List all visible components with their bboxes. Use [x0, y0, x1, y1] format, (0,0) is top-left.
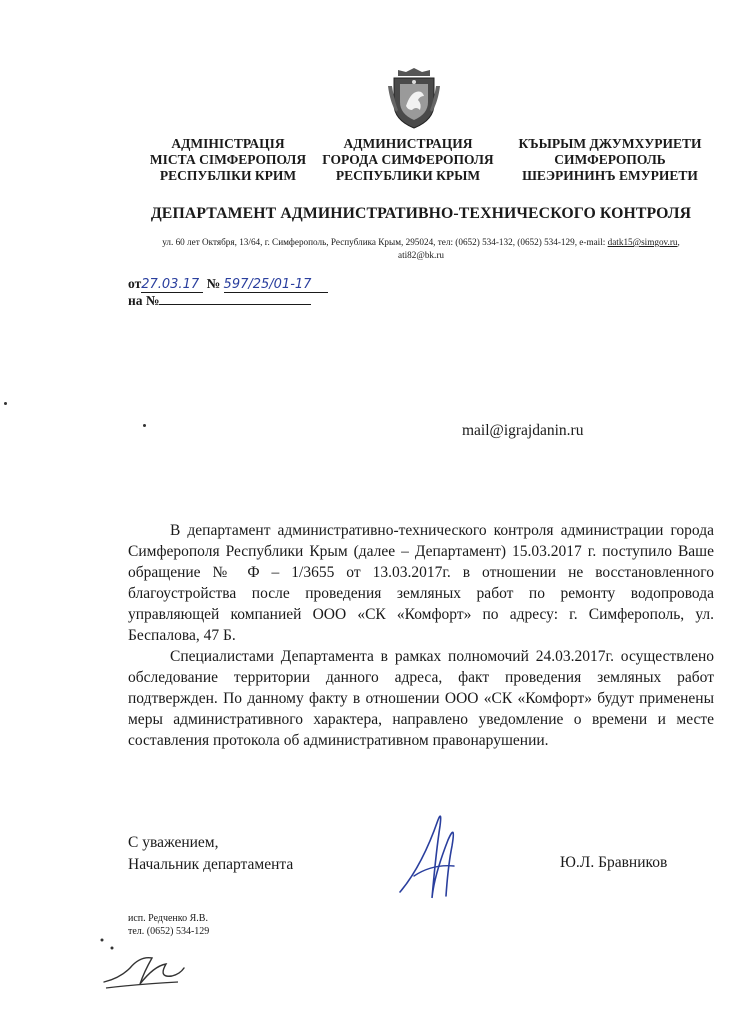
email-secondary[interactable]: ati82@bk.ru [398, 250, 444, 260]
executor-phone: тел. (0652) 534-129 [128, 926, 210, 937]
incoming-reference [128, 292, 311, 309]
header-line: МІСТА СІМФЕРОПОЛЯ [149, 152, 307, 167]
reply-number-blank [159, 292, 311, 305]
header-ukrainian [128, 136, 328, 184]
header-line: РЕСПУБЛІКИ КРИМ [159, 168, 297, 183]
department-title: ДЕПАРТАМЕНТ АДМИНИСТРАТИВНО-ТЕХНИЧЕСКОГО КОНТРОЛЯ [150, 205, 692, 222]
address-separator: , [677, 237, 680, 247]
body-paragraph-2: Специалистами Департамента в рамках полномочий 24.03.2017г. осуществлено обследование территории данного адреса, факт проведения земляных работ подтвержден. По данному факту в отношении ООО «СК «Комфорт» будут применены меры административного характера, направлено уведомление о времени и месте составления протокола об административном правонарушении. [128, 648, 714, 749]
executor-name: исп. Редченко Я.В. [128, 913, 208, 924]
header-line: АДМІНІСТРАЦІЯ [171, 136, 285, 151]
outgoing-reference [128, 276, 328, 293]
signer-position: Начальник департамента [128, 856, 294, 873]
header-crimean-tatar [510, 136, 710, 184]
recipient-email: mail@igrajdanin.ru [462, 422, 584, 439]
header-line: АДМИНИСТРАЦИЯ [343, 136, 473, 151]
header-line: РЕСПУБЛИКИ КРЫМ [335, 168, 481, 183]
email-link-primary[interactable]: datk15@simgov.ru [607, 237, 678, 247]
address-block [128, 236, 714, 262]
closing-block [128, 832, 293, 876]
number-label: № [206, 276, 221, 291]
reference-date: 27.03.17 [141, 277, 203, 293]
contact-block [128, 912, 209, 938]
header-line: ШЕЭРИНИНЪ ЕМУРИЕТИ [522, 168, 698, 183]
header-line: ГОРОДА СИМФЕРОПОЛЯ [322, 152, 494, 167]
scan-speck [143, 424, 146, 427]
address-text: ул. 60 лет Октября, 13/64, г. Симферополь, Республика Крым, 295024, тел: (0652) 534-132, (0652) 534-129, e-mail: [162, 237, 608, 247]
header-russian [308, 136, 508, 184]
regards-text: С уважением, [128, 834, 219, 851]
letter-body [128, 520, 714, 751]
coat-of-arms-icon [386, 66, 442, 130]
from-label: от [128, 276, 142, 291]
header-line: СИМФЕРОПОЛЬ [554, 152, 666, 167]
scan-speck [4, 402, 7, 405]
reference-number: 597/25/01-17 [224, 277, 328, 293]
reply-label: на № [128, 293, 160, 308]
initials-icon [100, 938, 188, 994]
body-paragraph-1: В департамент административно-технического контроля администрации города Симферополя Республики Крым (далее – Департамент) 15.03.2017 г. поступило Ваше обращение № Ф – 1/3655 от 13.03.2017г. в отношении не восстановленного благоустройства после проведения земляных работ по ремонту водопровода управляющей компанией ООО «СК «Комфорт» по адресу: г. Симферополь, ул. Беспалова, 47 Б. [128, 522, 714, 644]
header-line: КЪЫРЫМ ДЖУМХУРИЕТИ [518, 136, 702, 151]
signature-icon [392, 806, 472, 906]
signer-name: Ю.Л. Бравников [560, 854, 668, 871]
